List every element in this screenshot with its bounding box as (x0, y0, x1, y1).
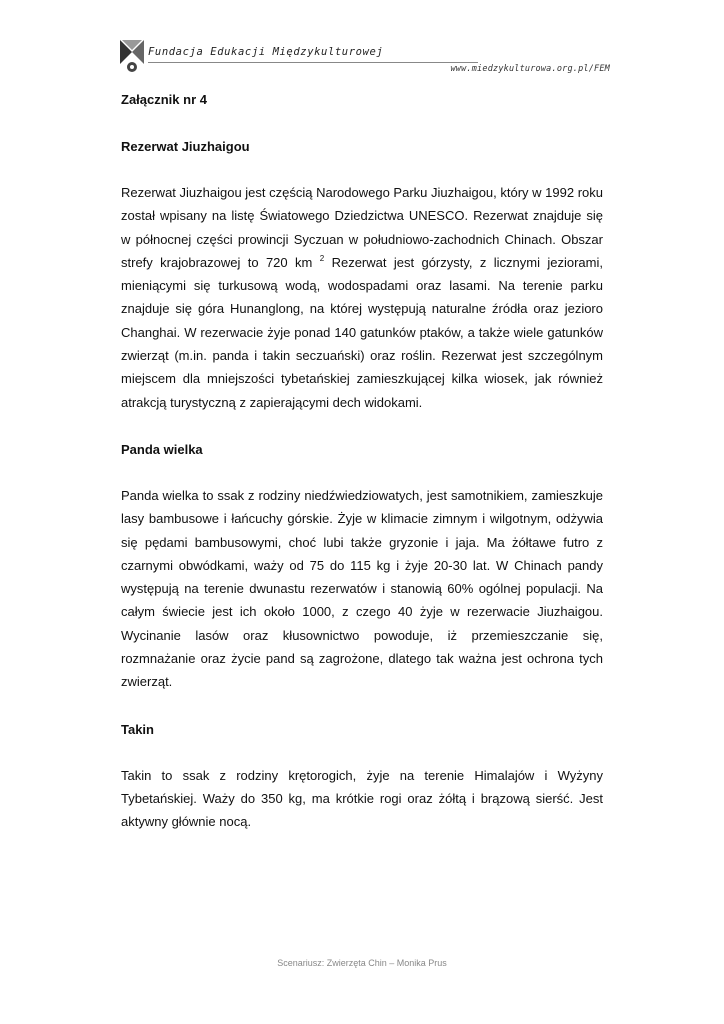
section-text-jiuzhaigou (121, 181, 603, 414)
superscript: 2 (319, 253, 325, 263)
text-before-superscript: Rezerwat Jiuzhaigou jest częścią Narodowego Parku Jiuzhaigou, który w 1992 roku został wpisany na listę Światowego Dziedzictwa UNESCO. Rezerwat znajduje się w północnej części prowincji Syczuan w południowo-zachodnich Chinach. Obszar strefy krajobrazowej to 720 km (121, 185, 603, 270)
document-body (121, 88, 603, 834)
fem-logo-icon (118, 38, 146, 74)
section-text-takin: Takin to ssak z rodziny krętorogich, żyje na terenie Himalajów i Wyżyny Tybetańskiej. Waży do 350 kg, ma krótkie rogi oraz żółtą i brązową sierść. Jest aktywny głównie nocą. (121, 767, 603, 830)
section-heading-panda: Panda wielka (121, 441, 203, 457)
document-title: Załącznik nr 4 (121, 92, 207, 107)
section-heading-jiuzhaigou: Rezerwat Jiuzhaigou (121, 139, 250, 154)
header-divider (148, 62, 478, 63)
page-header (118, 38, 638, 78)
section-text-panda: Panda wielka to ssak z rodziny niedźwiedziowatych, jest samotnikiem, zamieszkuje lasy bambusowe i łańcuchy górskie. Żyje w klimacie zimnym i wilgotnym, odżywia się pędami bambusowymi, choć lubi także gryzonie i jaja. Ma żółtawe futro z czarnymi obwódkami, waży od 75 do 115 kg i żyje 20-30 lat. W Chinach pandy występują na terenie dwunastu rezerwatów i stanowią 60% ogólnej populacji. Na całym świecie jest ich około 1000, z czego 40 żyje w rezerwacie Jiuzhaigou. Wycinanie lasów oraz kłusownictwo powoduje, iż przemieszczanie się, rozmnażanie oraz życie pand są zagrożone, dlatego tak ważna jest ochrona tych zwierząt. (121, 487, 603, 690)
header-url: www.miedzykulturowa.org.pl/FEM (450, 64, 610, 74)
text-after-superscript: Rezerwat jest górzysty, z licznymi jeziorami, mieniącymi się turkusową wodą, wodospadami oraz lasami. Na terenie parku znajduje się góra Hunanglong, na której występują naturalne źródła oraz jezioro Changhai. W rezerwacie żyje ponad 140 gatunków ptaków, a także wiele gatunków zwierząt (m.in. panda i takin seczuański) oraz roślin. Rezerwat jest szczególnym miejscem dla mniejszości tybetańskiej zamieszkującej kilka wiosek, jak również atrakcją turystyczną z zapierającymi dech widokami. (121, 254, 603, 410)
organization-name: Fundacja Edukacji Międzykulturowej (148, 46, 384, 58)
page-footer: Scenariusz: Zwierzęta Chin – Monika Prus (277, 958, 447, 968)
section-heading-takin: Takin (121, 721, 154, 737)
